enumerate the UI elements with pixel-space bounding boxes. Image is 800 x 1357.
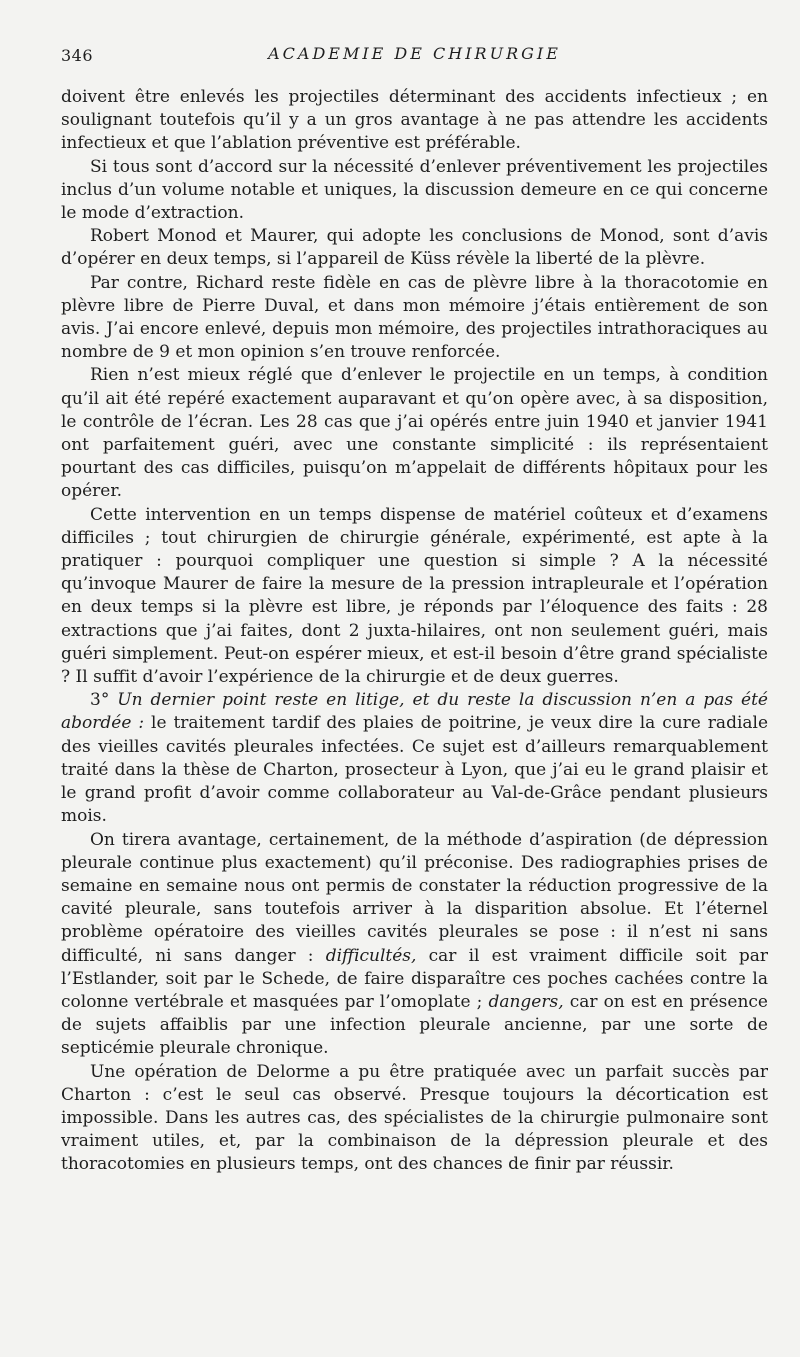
running-head bbox=[61, 40, 768, 74]
running-title: ACADEMIE DE CHIRURGIE bbox=[268, 44, 561, 63]
italic-dangers: dangers, bbox=[488, 991, 564, 1012]
paragraph-text-b: car il est vraiment difficile soit par l’Estlander, soit par le Schede, de faire disparaître ces poches cachées contre la colonne vertébrale et masquées par l’omoplate ; bbox=[61, 945, 769, 1012]
body-text bbox=[61, 86, 768, 1177]
paragraph-text: le traitement tardif des plaies de poitrine, je veux dire la cure radiale des vieilles cavités pleurales infectées. Ce sujet est d’ailleurs remarquablement traité dans la thèse de Charton, prosecteur à Lyon, que j’ai eu le grand plaisir et le grand profit d’avoir comme collaborateur au Val-de-Grâce pendant plusieurs mois. bbox=[61, 713, 769, 827]
paragraph-agreement: Si tous sont d’accord sur la nécessité d’enlever préventivement les projectiles inclus d’un volume notable et uniques, la discussion demeure en ce qui concerne le mode d’extraction. bbox=[61, 156, 768, 224]
paragraph-one-step: Rien n’est mieux réglé que d’enlever le projectile en un temps, à condition qu’il ait été repéré exactement auparavant et qu’on opère avec, à sa disposition, le contrôle de l’écran. Les 28 cas que j’ai opérés entre juin 1940 et janvier 1941 ont parfaitement guéri, avec une constante simplicité : ils représentaient pourtant des cas difficiles, puisqu’on m’appelait de différents hôpitaux pour les opérer. bbox=[61, 365, 768, 502]
italic-phrase: Un dernier point reste en litige, et du reste la discussion n’en a pas été abordée : bbox=[61, 690, 768, 734]
point-number: 3° bbox=[90, 690, 110, 711]
page-number: 346 bbox=[61, 46, 94, 65]
paragraph-text-a: On tirera avantage, certainement, de la méthode d’aspiration (de dépression pleurale continue plus exactement) qu’il préconise. Des radiographies prises de semaine en semaine nous ont permis de constater la réduction progressive de la cavité pleurale, sans toutefois arriver à la disparition absolue. Et l’éternel problème opératoire des vieilles cavités pleurales se pose : il n’est ni sans difficulté, ni sans danger : bbox=[61, 829, 768, 966]
paragraph-richard: Par contre, Richard reste fidèle en cas de plèvre libre à la thoracotomie en plèvre libre de Pierre Duval, et dans mon mémoire j’étais entièrement de son avis. J’ai encore enlevé, depuis mon mémoire, des projectiles intrathoraciques au nombre de 9 et mon opinion s’en trouve renforcée. bbox=[61, 272, 768, 363]
paragraph-intervention: Cette intervention en un temps dispense de matériel coûteux et d’examens difficiles ; tout chirurgien de chirurgie générale, expérimenté, est apte à la pratiquer : pourquoi compliquer une question si simple ? A la nécessité qu’invoque Maurer de faire la mesure de la pression intrapleurale et l’opération en deux temps si la plèvre est libre, je réponds par l’éloquence des faits : 28 extractions que j’ai faites, dont 2 juxta-hilaires, ont non seulement guéri, mais guéri simplement. Peut-on espérer mieux, et est-il besoin d’être grand spécialiste ? Il suffit d’avoir l’expérience de la chirurgie et de deux guerres. bbox=[61, 504, 768, 688]
italic-difficultes: difficultés, bbox=[325, 945, 417, 966]
paragraph-monod-maurer: Robert Monod et Maurer, qui adopte les conclusions de Monod, sont d’avis d’opérer en deux temps, si l’appareil de Küss révèle la liberté de la plèvre. bbox=[61, 226, 768, 270]
paragraph-delorme: Une opération de Delorme a pu être pratiquée avec un parfait succès par Charton : c’est le seul cas observé. Presque toujours la décortication est impossible. Dans les autres cas, des spécialistes de la chirurgie pulmonaire sont vraiment utiles, et, par la combinaison de la dépression pleurale et des thoracotomies en plusieurs temps, ont des chances de finir par réussir. bbox=[61, 1061, 768, 1175]
paragraph-aspiration bbox=[61, 829, 768, 1061]
paragraph-text-c: car on est en présence de sujets affaiblis par une infection pleurale ancienne, par une sorte de septicémie pleurale chronique. bbox=[61, 991, 768, 1059]
paragraph-continued: doivent être enlevés les projectiles déterminant des accidents infectieux ; en soulignant toutefois qu’il y a un gros avantage à ne pas attendre les accidents infectieux et que l’ablation préventive est préférable. bbox=[61, 87, 768, 154]
paragraph-third-point bbox=[61, 689, 768, 828]
